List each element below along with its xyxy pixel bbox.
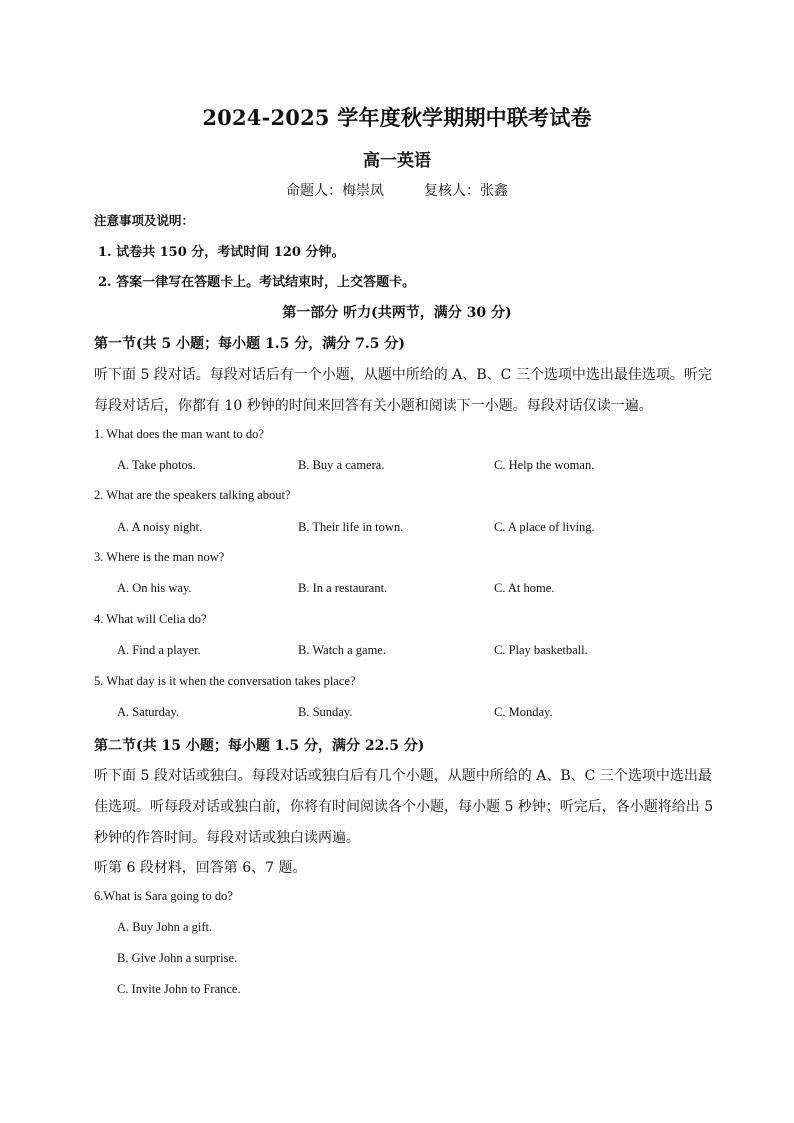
question-2-option-b: B. Their life in town.: [298, 520, 404, 534]
question-4-option-c: C. Play basketball.: [494, 643, 588, 657]
author-name: 命题人：梅崇凤: [286, 183, 384, 199]
section1-heading: 第一节(共 5 小题；每小题 1.5 分，满分 7.5 分): [94, 336, 405, 352]
question-5-option-b: B. Sunday.: [298, 705, 353, 719]
question-3-option-a: A. On his way.: [117, 581, 192, 595]
question-1-option-c: C. Help the woman.: [494, 458, 595, 472]
question-2-option-a: A. A noisy night.: [117, 520, 203, 534]
question-4-option-a: A. Find a player.: [117, 643, 201, 657]
notes-heading: 注意事项及说明：: [94, 213, 195, 228]
question-1-option-a: A. Take photos.: [117, 458, 196, 472]
question-2-option-c: C. A place of living.: [494, 520, 595, 534]
question-6-option-a: A. Buy John a gift.: [117, 920, 213, 934]
material-note: 听第 6 段材料，回答第 6、7 题。: [94, 860, 307, 876]
section1-instructions-line1: 听下面 5 段对话。每段对话后有一个小题，从题中所给的 A、B、C 三个选项中选出最佳选项。听完: [94, 367, 712, 383]
question-1: 1. What does the man want to do?: [94, 427, 264, 441]
exam-subtitle: 高一英语: [363, 151, 431, 171]
section2-instructions-line1: 听下面 5 段对话或独白。每段对话或独白后有几个小题，从题中所给的 A、B、C 三个选项中选出最: [94, 768, 712, 784]
question-3-option-c: C. At home.: [494, 581, 555, 595]
question-4-option-b: B. Watch a game.: [298, 643, 386, 657]
note-item-2: 2. 答案一律写在答题卡上。考试结束时，上交答题卡。: [98, 275, 416, 290]
question-3-option-b: B. In a restaurant.: [298, 581, 388, 595]
question-3: 3. Where is the man now?: [94, 550, 225, 564]
note-item-1: 1. 试卷共 150 分，考试时间 120 分钟。: [98, 245, 345, 260]
reviewer-name: 复核人：张鑫: [424, 183, 508, 199]
section2-heading: 第二节(共 15 小题；每小题 1.5 分，满分 22.5 分): [94, 738, 425, 754]
author-line: [0, 180, 794, 200]
section2-instructions-line2: 佳选项。听每段对话或独白前，你将有时间阅读各个小题，每小题 5 秒钟；听完后，各小题将给出 5: [94, 799, 714, 815]
question-2: 2. What are the speakers talking about?: [94, 488, 291, 502]
question-5-option-c: C. Monday.: [494, 705, 553, 719]
section1-instructions-line2: 每段对话后，你都有 10 秒钟的时间来回答有关小题和阅读下一小题。每段对话仅读一遍。: [94, 398, 653, 414]
question-6-option-b: B. Give John a surprise.: [117, 951, 238, 965]
question-6: 6.What is Sara going to do?: [94, 889, 233, 903]
exam-title: 2024-2025 学年度秋学期期中联考试卷: [202, 105, 592, 130]
part1-heading: 第一部分 听力(共两节，满分 30 分): [282, 305, 512, 321]
question-5: 5. What day is it when the conversation takes place?: [94, 674, 356, 688]
section2-instructions-line3: 秒钟的作答时间。每段对话或独白读两遍。: [94, 830, 360, 846]
question-6-option-c: C. Invite John to France.: [117, 982, 241, 996]
question-1-option-b: B. Buy a camera.: [298, 458, 385, 472]
question-5-option-a: A. Saturday.: [117, 705, 180, 719]
question-4: 4. What will Celia do?: [94, 612, 207, 626]
